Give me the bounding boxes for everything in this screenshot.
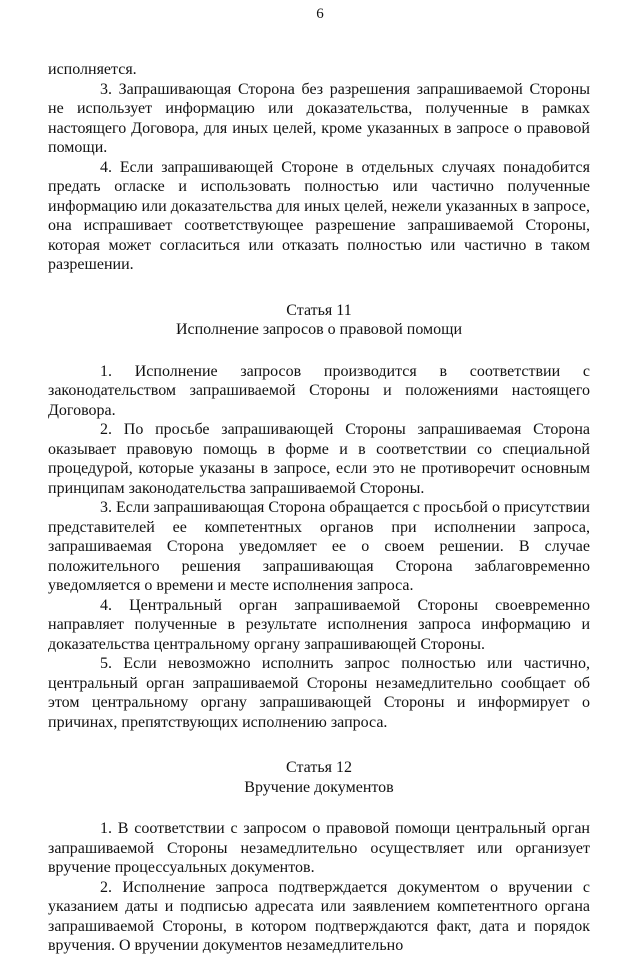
article10-paragraph-3: 3. Запрашивающая Сторона без разрешения запрашиваемой Стороны не использует информацию или доказательства, полученные в рамках настоящего Договора, для иных целей, кроме указанных в запросе о правовой помощи.: [48, 80, 590, 156]
article12-paragraph-2: 2. Исполнение запроса подтверждается документом о вручении с указанием даты и подписью адресата или заявлением компетентного органа запрашиваемой Стороны, в котором подтверждаются факт, дата и порядок вручения. О вручении документов незамедлительно: [48, 878, 590, 954]
document-body: [48, 60, 590, 956]
article12-paragraph-1: 1. В соответствии с запросом о правовой помощи центральный орган запрашиваемой Стороны незамедлительно осуществляет или организует вручение процессуальных документов.: [48, 820, 590, 876]
article11-paragraph-5: 5. Если невозможно исполнить запрос полностью или частично, центральный орган запрашиваемой Стороны незамедлительно сообщает об этом центральному органу запрашивающей Стороны и информирует о причинах, препятствующих исполнению запроса.: [48, 655, 590, 731]
spacer: [48, 340, 590, 362]
spacer: [48, 732, 590, 758]
article11-paragraph-2: 2. По просьбе запрашивающей Стороны запрашиваемая Сторона оказывает правовую помощь в форме и в соответствии со специальной процедурой, которые указаны в запросе, если это не противоречит основным принципам законодательства запрашиваемой Стороны.: [48, 421, 590, 497]
spacer: [48, 275, 590, 301]
spacer: [48, 797, 590, 819]
page-number: 6: [316, 6, 324, 22]
article12-title: Вручение документов: [244, 778, 394, 796]
article11-title: Исполнение запросов о правовой помощи: [175, 321, 463, 338]
article12-number: Статья 12: [286, 759, 352, 776]
article11-paragraph-4: 4. Центральный орган запрашиваемой Стороны своевременно направляет полученные в результате исполнения запроса информацию и доказательства центральному органу запрашивающей Стороны.: [48, 596, 590, 653]
article11-paragraph-3: 3. Если запрашивающая Сторона обращается с просьбой о присутствии представителей ее компетентных органов при исполнении запроса, запрашиваемая Сторона уведомляет ее о своем решении. В случае положительного решения запрашивающая Сторона заблаговременно уведомляется о времени и месте исполнения запроса.: [48, 499, 590, 594]
article11-number: Статья 11: [286, 301, 352, 319]
article11-paragraph-1: 1. Исполнение запросов производится в соответствии с законодательством запрашиваемой Стороны и положениями настоящего Договора.: [48, 362, 590, 419]
article10-paragraph-4: 4. Если запрашивающей Стороне в отдельных случаях понадобится предать огласке и использовать полностью или частично полученные информацию или доказательства для иных целей, нежели указанных в запросе, она испрашивает соответствующее разрешение запрашиваемой Стороны, которая может согласиться или отказать полностью или частично в таком разрешении.: [48, 158, 590, 273]
continuation-line: исполняется.: [48, 61, 137, 78]
